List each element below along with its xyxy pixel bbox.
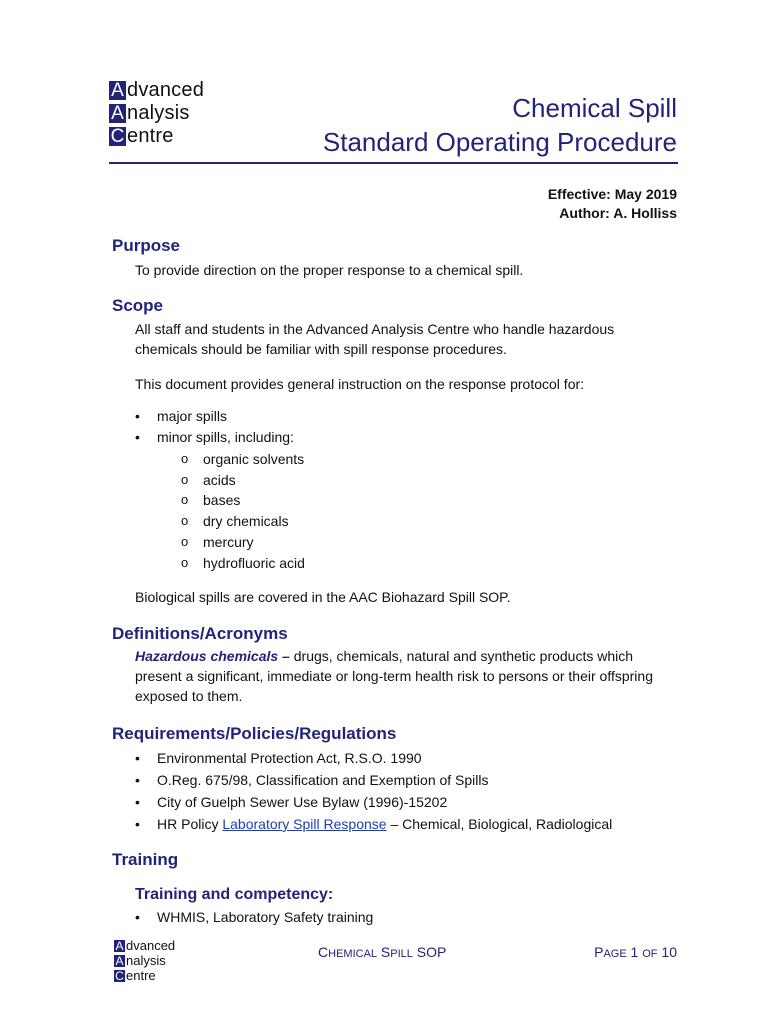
hr-policy-suffix: – Chemical, Biological, Radiological xyxy=(386,816,613,832)
logo-cap: A xyxy=(115,953,124,968)
effective-date: Effective: May 2019 xyxy=(547,186,677,202)
list-item: • O.Reg. 675/98, Classification and Exemption of Spills xyxy=(135,769,612,791)
logo-text: entre xyxy=(126,968,156,983)
definition-term: Hazardous chemicals – xyxy=(135,648,290,664)
scope-para1: All staff and students in the Advanced Analysis Centre who handle hazardous chemicals should be familiar with spill response procedures. xyxy=(135,321,615,357)
scope-sub-list xyxy=(181,449,305,573)
purpose-heading: Purpose xyxy=(112,236,181,255)
scope-bullet-list xyxy=(135,406,294,448)
document-title-line2: Standard Operating Procedure xyxy=(322,127,677,157)
footer-page-part: 1 xyxy=(626,944,643,960)
list-item: o mercury xyxy=(181,532,305,553)
list-item xyxy=(135,813,612,835)
requirements-heading: Requirements/Policies/Regulations xyxy=(112,724,397,743)
logo-text: nalysis xyxy=(127,102,190,124)
footer-page-part: 10 xyxy=(657,944,677,960)
training-heading: Training xyxy=(112,850,179,869)
list-item: • City of Guelph Sewer Use Bylaw (1996)-15202 xyxy=(135,791,612,813)
list-item: o acids xyxy=(181,470,305,491)
logo-line-advanced xyxy=(109,79,204,102)
logo-text: nalysis xyxy=(126,953,166,968)
list-item: • Environmental Protection Act, R.S.O. 1990 xyxy=(135,747,612,769)
footer-logo-line xyxy=(114,938,175,953)
logo-cap: A xyxy=(115,938,124,953)
footer-page-part: AGE xyxy=(603,948,627,960)
logo-cap: A xyxy=(109,104,126,123)
footer-page-number xyxy=(594,944,677,960)
footer-document-title xyxy=(318,944,446,960)
logo-text: entre xyxy=(127,125,174,147)
footer-title-part: C xyxy=(318,944,329,960)
footer-page-part: P xyxy=(594,944,604,960)
logo-cap: C xyxy=(115,968,124,983)
training-subheading: Training and competency: xyxy=(135,886,334,903)
header-rule xyxy=(109,162,678,164)
footer-logo-line xyxy=(114,953,175,968)
definition-text: drugs, chemicals, natural and synthetic products which present a significant, immediate or long-term health risk to persons or their offspring exposed to them. xyxy=(135,648,653,704)
list-item: • WHMIS, Laboratory Safety training xyxy=(135,907,373,928)
footer-title-part: S xyxy=(377,944,391,960)
definitions-heading: Definitions/Acronyms xyxy=(112,624,288,643)
training-list xyxy=(135,907,373,928)
logo-line-centre xyxy=(109,125,204,148)
requirements-list xyxy=(135,747,612,835)
footer-logo xyxy=(114,938,175,983)
document-title-line1: Chemical Spill xyxy=(512,93,677,123)
scope-heading: Scope xyxy=(112,296,164,315)
definition-hazardous-chemicals xyxy=(135,646,675,706)
author: Author: A. Holliss xyxy=(559,205,677,221)
list-item: o dry chemicals xyxy=(181,511,305,532)
logo-cap: C xyxy=(110,126,125,147)
list-item: o organic solvents xyxy=(181,449,305,470)
list-item: • minor spills, including: xyxy=(135,427,294,448)
footer-logo-line xyxy=(114,968,175,983)
footer-page-part: OF xyxy=(642,948,658,960)
logo-text: dvanced xyxy=(126,938,176,953)
list-item: • major spills xyxy=(135,406,294,427)
laboratory-spill-response-link[interactable]: Laboratory Spill Response xyxy=(222,816,387,832)
scope-para2: This document provides general instruction on the response protocol for: xyxy=(135,376,585,392)
logo-text: dvanced xyxy=(127,79,205,101)
purpose-text: To provide direction on the proper response to a chemical spill. xyxy=(135,262,524,278)
list-item: o hydrofluoric acid xyxy=(181,553,305,574)
logo-cap: A xyxy=(109,81,126,100)
footer-title-part: PILL xyxy=(390,948,413,960)
scope-para3: Biological spills are covered in the AAC Biohazard Spill SOP. xyxy=(135,589,511,605)
logo-line-analysis xyxy=(109,102,204,125)
aac-logo xyxy=(109,79,204,148)
hr-policy-prefix: HR Policy xyxy=(157,816,223,832)
list-item: o bases xyxy=(181,490,305,511)
footer-title-part: SOP xyxy=(412,944,447,960)
footer-title-part: HEMICAL xyxy=(328,948,378,960)
